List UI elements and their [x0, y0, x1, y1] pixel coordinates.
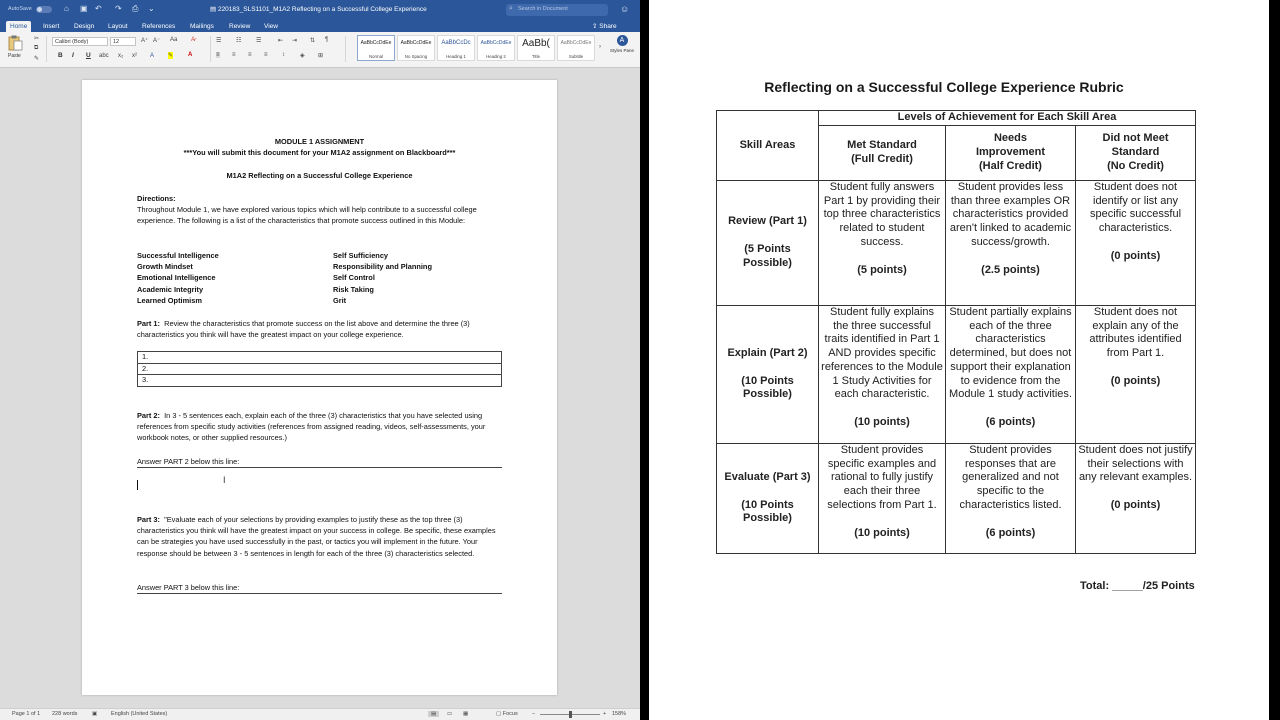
bold-icon[interactable]: B	[58, 52, 63, 59]
decrease-indent-icon[interactable]: ⇤	[278, 38, 284, 44]
directions-label: Directions:	[137, 194, 176, 203]
criterion-cell: Student provides specific examples and rational to fully justify each their three selections from Part 1. (10 points)	[819, 444, 946, 554]
ribbon	[0, 32, 640, 68]
change-case-icon[interactable]: Aa	[170, 37, 178, 43]
tab-design[interactable]: Design	[74, 23, 95, 30]
criterion-cell: Student partially explains each of the three characteristics determined, but does not support their explanation to evidence from the Module 1 study activities. (6 points)	[946, 306, 1076, 444]
heading-module-assignment: MODULE 1 ASSIGNMENT	[274, 137, 365, 146]
style-title[interactable]: AaBb( Title	[517, 35, 555, 61]
tab-insert[interactable]: Insert	[43, 23, 60, 30]
heading-assignment-title: M1A2 Reflecting on a Successful College Experience	[226, 171, 413, 180]
characteristic-item: Successful Intelligence	[137, 251, 219, 260]
total-points: Total: _____/25 Points	[1080, 580, 1195, 592]
criterion-cell: Student fully explains the three successful traits identified in Part 1 AND provides specific references to the Module 1 Study Activities for each characteristic. (10 points)	[819, 306, 946, 444]
style-heading-1[interactable]: AaBbCcDc Heading 1	[437, 35, 475, 61]
skill-evaluate: Evaluate (Part 3) (10 Points Possible)	[717, 444, 819, 554]
answer-part2-line	[137, 467, 502, 468]
home-icon[interactable]: ⌂	[64, 4, 69, 13]
styles-pane-icon: A	[617, 35, 628, 46]
column-needs-improvement: Needs Improvement (Half Credit)	[946, 126, 1076, 181]
criterion-cell: Student fully answers Part 1 by providing their top three characteristics related to student success. (5 points)	[819, 181, 946, 306]
align-right-icon[interactable]: ≡	[248, 52, 252, 58]
line-spacing-icon[interactable]: ↕	[282, 52, 285, 58]
superscript-icon[interactable]: x²	[132, 53, 137, 59]
focus-icon: ▢	[496, 711, 503, 717]
levels-header: Levels of Achievement for Each Skill Area	[819, 111, 1196, 126]
print-layout-icon[interactable]: ▤	[428, 711, 439, 717]
zoom-in-icon[interactable]: +	[603, 711, 607, 717]
criterion-cell: Student provides less than three examples OR characteristics provided aren't linked to academic success/growth. (2.5 points)	[946, 181, 1076, 306]
autosave-label: AutoSave	[8, 6, 32, 12]
italic-icon[interactable]: I	[72, 52, 74, 59]
characteristic-item: Academic Integrity	[137, 285, 204, 294]
show-formatting-icon[interactable]: ¶	[325, 37, 329, 43]
part1-answer-table	[137, 351, 502, 387]
font-name-select[interactable]: Calibri (Body)	[52, 37, 108, 46]
user-account-icon[interactable]: ☺	[620, 4, 630, 14]
clear-formatting-icon[interactable]: A̷	[191, 37, 196, 43]
customize-toolbar-icon[interactable]: ⌄	[148, 4, 155, 13]
underline-icon[interactable]: U	[86, 52, 91, 59]
column-met-standard: Met Standard (Full Credit)	[819, 126, 946, 181]
numbering-icon[interactable]: ☷	[236, 38, 242, 44]
print-icon[interactable]: ⎙	[132, 4, 139, 13]
answer-part2-label: Answer PART 2 below this line:	[137, 457, 240, 466]
proofing-icon[interactable]: ▣	[92, 711, 98, 717]
rubric-title: Reflecting on a Successful College Experience Rubric	[764, 79, 1124, 95]
language[interactable]: English (United States)	[111, 711, 168, 717]
borders-icon[interactable]: ⊞	[318, 53, 324, 59]
ribbon-tabs	[0, 20, 640, 32]
characteristic-item: Self Control	[333, 273, 375, 282]
skill-areas-header: Skill Areas	[717, 111, 819, 181]
justify-icon[interactable]: ≡	[264, 52, 268, 58]
styles-gallery-more-icon[interactable]: ›	[599, 44, 601, 50]
style-subtitle[interactable]: AaBbCcDdEe Subtitle	[557, 35, 595, 61]
tab-references[interactable]: References	[142, 23, 176, 30]
web-layout-icon[interactable]: ▭	[447, 711, 453, 717]
window-divider	[640, 0, 649, 720]
style-normal[interactable]: AaBbCcDdEe Normal	[357, 35, 395, 61]
characteristic-item: Grit	[333, 296, 347, 305]
font-size-select[interactable]: 12	[110, 37, 136, 46]
criterion-cell: Student does not justify their selections with any relevant examples. (0 points)	[1076, 444, 1196, 554]
save-icon[interactable]: ▣	[80, 4, 88, 13]
part3-paragraph: Part 3: "Evaluate each of your selections by providing examples to justify these as the top three (3) characteristics you think will have the greatest impact on your success in college. Be specific, these examples can be strategies you have used successfully in the past, or tactics you will implement in the future. Your response should be between 3 - 5 sentences in length for each of the three (3) characteristics selected.	[137, 515, 496, 558]
word-count[interactable]: 228 words	[52, 711, 78, 717]
characteristic-item: Emotional Intelligence	[137, 273, 216, 282]
grow-font-icon[interactable]: A⁺	[141, 38, 149, 44]
heading-submission-note: ***You will submit this document for your M1A2 assignment on Blackboard***	[183, 148, 456, 157]
characteristic-item: Self Sufficiency	[333, 251, 389, 260]
characteristic-item: Responsibility and Planning	[333, 262, 432, 271]
page-count[interactable]: Page 1 of 1	[12, 711, 41, 717]
part1-answer-row-3[interactable]: 3.	[138, 375, 502, 387]
criterion-cell: Student provides responses that are generalized and not specific to the characteristics listed. (6 points)	[946, 444, 1076, 554]
rubric-table	[716, 110, 1196, 554]
autosave-toggle[interactable]	[36, 6, 52, 13]
tab-layout[interactable]: Layout	[108, 23, 128, 30]
document-canvas[interactable]	[0, 68, 640, 708]
tab-view[interactable]: View	[264, 23, 278, 30]
ribbon-separator	[210, 36, 211, 62]
undo-icon[interactable]: ↶	[95, 4, 102, 13]
rubric-document	[649, 0, 1269, 720]
format-painter-icon[interactable]: ✎	[34, 56, 40, 62]
share-icon: ⇪	[592, 23, 600, 30]
copy-icon[interactable]: ⧉	[34, 45, 39, 51]
ribbon-separator	[345, 36, 346, 62]
strikethrough-icon[interactable]: abc	[99, 53, 109, 59]
characteristic-item: Risk Taking	[333, 285, 374, 294]
shrink-font-icon[interactable]: A⁻	[153, 38, 161, 44]
characteristic-item: Learned Optimism	[137, 296, 202, 305]
zoom-level[interactable]: 158%	[612, 711, 627, 717]
title-bar	[0, 0, 640, 20]
directions-text: Throughout Module 1, we have explored various topics which will help contribute to a successful college experience. The following is a list of the characteristics that promote success outlined in this Module:	[137, 205, 477, 226]
zoom-out-icon[interactable]: −	[532, 711, 536, 717]
part2-paragraph: Part 2: In 3 - 5 sentences each, explain each of the three (3) characteristics that you have selected using references from specific study activities (references from assigned reading, videos, self-assessments, your workbook notes, or other supplied resources.)	[137, 411, 486, 443]
answer-part3-label: Answer PART 3 below this line:	[137, 583, 240, 592]
font-color-icon[interactable]: A	[188, 52, 193, 58]
skill-explain: Explain (Part 2) (10 Points Possible)	[717, 306, 819, 444]
search-input[interactable]: ⌕ Search in Document	[506, 4, 608, 16]
ibeam-cursor-icon: I	[223, 475, 226, 485]
search-icon: ⌕	[509, 5, 513, 12]
criterion-cell: Student does not identify or list any specific successful characteristics. (0 points)	[1076, 181, 1196, 306]
document-page[interactable]	[82, 80, 557, 695]
highlight-icon[interactable]: ✎	[168, 53, 174, 59]
text-effects-icon[interactable]: A	[150, 53, 155, 59]
align-center-icon[interactable]: ≡	[232, 52, 236, 58]
paste-label: Paste	[8, 53, 21, 59]
multilevel-list-icon[interactable]: ☰	[256, 38, 262, 44]
cut-icon[interactable]: ✂	[34, 36, 40, 42]
redo-icon[interactable]: ↷	[115, 4, 122, 13]
read-mode-icon[interactable]: ▦	[463, 711, 469, 717]
style-no-spacing[interactable]: AaBbCcDdEe No Spacing	[397, 35, 435, 61]
window-border	[1269, 0, 1280, 720]
part1-paragraph: Part 1: Review the characteristics that promote success on the list above and determine the three (3) characteristics you think will have the greatest impact on your college experience.	[137, 319, 470, 340]
style-heading-2[interactable]: AaBbCcDdEe Heading 2	[477, 35, 515, 61]
answer-part3-line	[137, 593, 502, 594]
part1-answer-row-2[interactable]: 2.	[138, 363, 502, 375]
tab-home[interactable]: Home	[6, 21, 31, 32]
skill-review: Review (Part 1) (5 Points Possible)	[717, 181, 819, 306]
bullets-icon[interactable]: ☰	[216, 38, 222, 44]
sort-icon[interactable]: ⇅	[310, 38, 316, 44]
column-did-not-meet: Did not Meet Standard (No Credit)	[1076, 126, 1196, 181]
criterion-cell: Student does not explain any of the attributes identified from Part 1. (0 points)	[1076, 306, 1196, 444]
share-button[interactable]: ⇪ Share	[592, 23, 617, 30]
zoom-slider[interactable]	[540, 714, 600, 715]
paste-icon[interactable]	[6, 35, 24, 51]
tab-mailings[interactable]: Mailings	[190, 23, 214, 30]
ribbon-separator	[46, 36, 47, 62]
status-bar	[0, 708, 640, 720]
align-left-icon[interactable]: ≡	[216, 52, 220, 58]
document-title: ▤ 220183_SLS1101_M1A2 Reflecting on a Successful College Experience	[210, 6, 427, 13]
shading-icon[interactable]: ◈	[300, 53, 305, 59]
document-icon: ▤	[210, 6, 218, 13]
focus-mode-button[interactable]: ▢ Focus	[496, 711, 518, 717]
text-cursor	[137, 480, 138, 490]
zoom-slider-thumb[interactable]	[569, 711, 572, 718]
subscript-icon[interactable]: x₂	[118, 53, 124, 59]
tab-review[interactable]: Review	[229, 23, 251, 30]
part1-answer-row-1[interactable]: 1.	[138, 352, 502, 364]
increase-indent-icon[interactable]: ⇥	[292, 38, 298, 44]
characteristic-item: Growth Mindset	[137, 262, 193, 271]
styles-pane-button[interactable]: A Styles Pane	[610, 37, 635, 53]
